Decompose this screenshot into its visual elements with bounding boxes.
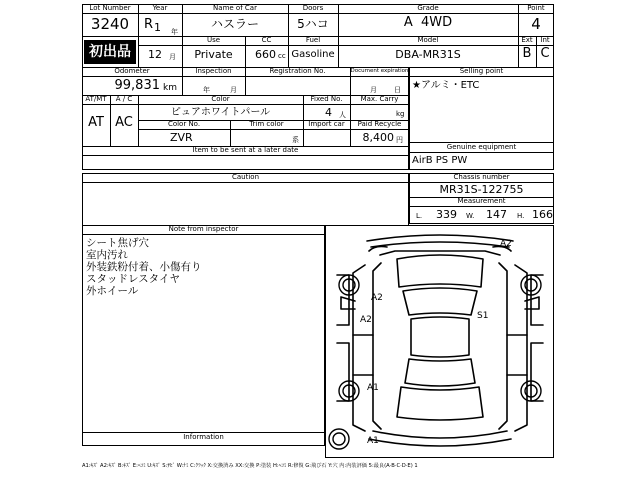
ext-label: Ext [521,36,533,44]
odometer-label: Odometer [114,67,150,75]
cc-unit: cc [278,52,286,60]
int-value: C [540,47,550,61]
damage-mark-s1: S1 [477,311,489,321]
w-label: W. [466,212,475,220]
damage-mark-a1-side: A1 [367,383,379,393]
selling-point-value: ★アルミ・ETC [412,80,480,91]
fixed-no-label: Fixed No. [310,95,343,103]
color-no-label: Color No. [167,120,201,128]
odometer-value: 99,831 [114,79,160,93]
car-name-label: Name of Car [213,4,257,12]
measurement-label: Measurement [457,197,506,205]
document-day: 日 [394,86,401,94]
length-value: 339 [436,208,457,221]
item-later-box [82,146,409,170]
chassis-number-label: Chassis number [453,173,510,181]
registration-label: Registration No. [269,67,326,75]
year-era: R [144,18,154,32]
at-mt-value: AT [88,116,104,130]
h-label: H. [517,212,525,220]
l-label: L. [416,212,423,220]
cc-value: 660 [255,48,276,61]
selling-point-label: Selling point [459,67,504,75]
max-carry-label: Max. Carry [360,95,399,103]
genuine-equipment-label: Genuine equipment [446,143,517,151]
month-num: 12 [148,48,162,61]
at-mt-label: AT/MT [85,95,107,103]
model-value: DBA-MR31S [395,48,461,61]
caution-label: Caution [231,173,260,181]
damage-mark-a2-rear: A2 [500,239,512,249]
inspector-note-5: 外ホイール [86,285,139,297]
grade: A 4WD [403,16,453,30]
model-label: Model [417,36,439,44]
paid-recycle-unit: 円 [396,136,403,144]
fuel-label: Fuel [305,36,321,44]
inspector-note-4: スタッドレスタイヤ [86,273,180,285]
inspection-label: Inspection [195,67,232,75]
fixed-no-unit: 人 [339,111,346,119]
use-label: Use [206,36,221,44]
color-label: Color [211,95,230,103]
fuel-value: Gasoline [291,49,335,60]
grade-label: Grade [417,4,439,12]
width-value: 147 [486,208,507,221]
use-value: Private [194,48,233,61]
information-label: Information [183,433,224,441]
color-no-value: ZVR [170,131,193,144]
trim-color-label: Trim color [249,120,284,128]
lot-number-label: Lot Number [89,4,131,12]
car-name: ハスラー [210,17,259,31]
fixed-no-value: 4 [325,106,332,119]
year-unit: 年 [171,28,178,36]
odometer-unit: km [163,83,177,93]
damage-mark-a1-front: A1 [367,436,379,446]
point-label: Point [527,4,545,12]
paid-recycle-value: 8,400 [362,131,394,144]
damage-mark-a2-door: A2 [371,293,383,303]
trim-unit: 系 [292,136,299,144]
month-unit: 月 [169,53,176,61]
max-carry-unit: kg [396,110,405,118]
inspection-month: 月 [230,86,237,94]
ac-value: AC [115,116,133,130]
damage-mark-a2-fender: A2 [360,315,372,325]
car-diagram [325,225,554,458]
genuine-equipment-value: AirB PS PW [412,155,468,166]
document-month: 月 [370,86,377,94]
doors: 5ハコ [297,17,329,31]
year-num: 1 [154,21,161,34]
paid-recycle-label: Paid Recycle [357,120,402,128]
cc-label: CC [261,36,272,44]
point: 4 [531,15,541,33]
inspector-note-1: シート焦げ穴 [86,237,149,249]
document-expiration-label: Document expiration [350,68,409,74]
inspector-note-3: 外装鉄粉付着、小傷有り [86,261,202,273]
item-later-label: Item to be sent at a later date [192,146,299,154]
doors-label: Doors [302,4,324,12]
inspector-note-2: 室内汚れ [86,249,128,261]
inspector-label: Note from inspector [168,225,239,233]
lot-number: 3240 [90,15,130,33]
footer-legend: A1:ｷｽﾞ A2:ｷｽﾞ B:ｷｽﾞ E:ﾍｺﾐ U:ｷｽﾞ S:ｻﾋﾞ W:ﾅﾐ C:ｸﾗｯｸ X:交換済み XX:交換 P:塗装 H:ﾍｺﾐ R:修復 G:飛び石 Y:穴 内:内装評価 5:最良(A·B·C·D·E) 1 [82,463,418,469]
inspection-year: 年 [203,86,210,94]
height-value: 166 [532,208,553,221]
import-car-label: Import car [308,120,345,128]
ext-value: B [522,47,532,61]
color-value: ピュアホワイトパール [170,107,271,118]
int-label: Int [540,36,550,44]
first-listing-badge: 初出品 [84,40,136,64]
year-label: Year [152,4,168,12]
chassis-number: MR31S-122755 [439,183,524,196]
ac-label: A / C [115,95,133,103]
